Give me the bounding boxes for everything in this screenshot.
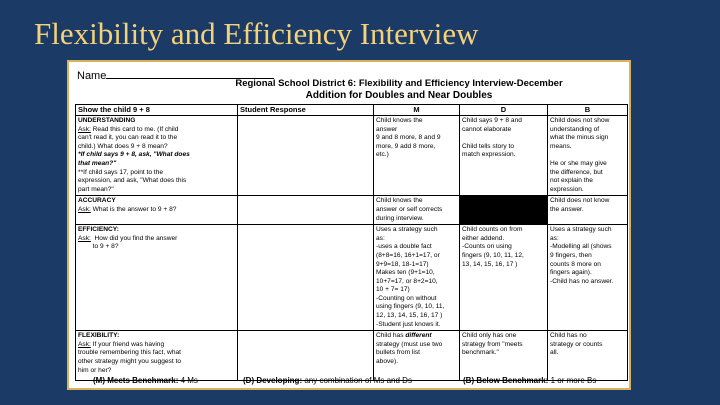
criteria-line: -Child has no answer. bbox=[550, 277, 614, 285]
meets-cell bbox=[374, 331, 460, 381]
table-row bbox=[76, 196, 628, 225]
question-text: child.) What does 9 + 8 mean? bbox=[78, 142, 168, 150]
below-cell bbox=[548, 196, 628, 225]
blacked-out-cell bbox=[460, 196, 548, 225]
question-text: to 9 + 8? bbox=[78, 243, 119, 251]
meets-cell bbox=[374, 225, 460, 331]
criteria-line: means. bbox=[550, 142, 572, 150]
followup-text: expression, and ask, "What does this bbox=[78, 177, 187, 185]
question-text: can't read it, you can read it to the bbox=[78, 134, 178, 142]
criteria-line: 10 + 7= 17) bbox=[376, 286, 410, 294]
criteria-line: answer bbox=[376, 125, 398, 133]
criteria-line: Child knows the bbox=[376, 197, 423, 205]
criteria-line: Child has no bbox=[550, 332, 587, 340]
below-benchmark-value: 1 or more Bs bbox=[550, 376, 597, 385]
criteria-line: expression. bbox=[550, 185, 584, 193]
criteria-line: counts 8 more on bbox=[550, 260, 601, 268]
criteria-line: not explain the bbox=[550, 177, 593, 185]
criteria-line: benchmark." bbox=[462, 349, 499, 357]
student-response-cell[interactable] bbox=[238, 225, 374, 331]
criteria-line: Child tells story to bbox=[462, 142, 515, 150]
criteria-line: fingers again). bbox=[550, 269, 592, 277]
column-header: D bbox=[460, 105, 548, 116]
criteria-line bbox=[462, 134, 545, 143]
criteria-line: using fingers (9, 10, 11, bbox=[376, 303, 445, 311]
criteria-line: Makes ten (9+1=10, bbox=[376, 269, 435, 277]
criteria-line: either addend. bbox=[462, 234, 505, 242]
criteria-line: fingers (9, 10, 11, 12, bbox=[462, 251, 524, 259]
criteria-line: 10+7=17, or 8+2=10, bbox=[376, 277, 438, 285]
column-header: M bbox=[374, 105, 460, 116]
developing-cell bbox=[460, 116, 548, 196]
question-text: If your friend was having bbox=[90, 340, 165, 348]
ask-label: Ask: bbox=[78, 234, 91, 242]
followup-text: **If child says 17, point to the bbox=[78, 168, 164, 176]
criteria-line: -Student just knows it. bbox=[376, 320, 441, 328]
prompt-cell bbox=[76, 196, 238, 225]
rubric-table bbox=[75, 104, 628, 381]
question-text: Read this card to me. (If child bbox=[90, 125, 179, 133]
prompt-cell bbox=[76, 116, 238, 196]
criteria-line: -uses a double fact bbox=[376, 243, 432, 251]
criteria-line: etc.) bbox=[376, 151, 389, 159]
ask-label: Ask: bbox=[78, 125, 91, 133]
criteria-line: cannot elaborate bbox=[462, 125, 512, 133]
criteria-line: 13, 14, 15, 16, 17 ) bbox=[462, 260, 518, 268]
criteria-line: Child does not know bbox=[550, 197, 610, 205]
criteria-line: strategy or counts bbox=[550, 340, 603, 348]
criteria-line: above). bbox=[376, 358, 398, 366]
name-label: Name bbox=[77, 70, 107, 82]
prompt-cell bbox=[76, 331, 238, 381]
table-header-row bbox=[76, 105, 628, 116]
ask-label: Ask: bbox=[78, 205, 91, 213]
meets-cell bbox=[374, 116, 460, 196]
followup-text: *If child says 9 + 8, ask, "What does bbox=[78, 151, 190, 159]
row-heading: UNDERSTANDING bbox=[78, 117, 136, 124]
ask-label: Ask: bbox=[78, 340, 91, 348]
criteria-line: as: bbox=[376, 234, 385, 242]
criteria-line: Child counts on from bbox=[462, 226, 523, 234]
criteria-line: during interview. bbox=[376, 214, 424, 222]
below-cell bbox=[548, 225, 628, 331]
criteria-line: 9 fingers, then bbox=[550, 251, 592, 259]
criteria-line: 9 and 8 more, 8 and 9 bbox=[376, 134, 441, 142]
table-row bbox=[76, 225, 628, 331]
table-row bbox=[76, 116, 628, 196]
meets-cell bbox=[374, 196, 460, 225]
criteria-line: the answer. bbox=[550, 205, 584, 213]
criteria-line: Uses a strategy such bbox=[550, 226, 612, 234]
question-text: trouble remembering this fact, what bbox=[78, 349, 181, 357]
criteria-line: strategy from "meets bbox=[462, 340, 523, 348]
emphasis-text: different bbox=[405, 332, 432, 340]
followup-text: that mean?" bbox=[78, 159, 117, 167]
meets-benchmark-value: 4 Ms bbox=[180, 376, 198, 385]
student-response-cell[interactable] bbox=[238, 116, 374, 196]
criteria-line: Child does not show bbox=[550, 117, 610, 124]
developing-label: (D) Developing: bbox=[243, 376, 303, 385]
column-header: Show the child 9 + 8 bbox=[76, 105, 238, 116]
row-heading: ACCURACY bbox=[78, 197, 116, 205]
column-header: B bbox=[548, 105, 628, 116]
criteria-line: bullets from list bbox=[376, 349, 420, 357]
criteria-line: answer or self corrects bbox=[376, 205, 443, 213]
row-heading: EFFICIENCY: bbox=[78, 226, 119, 234]
slide-title: Flexibility and Efficiency Interview bbox=[34, 16, 479, 51]
criteria-line: He or she may give bbox=[550, 159, 607, 167]
criteria-line: Uses a strategy such bbox=[376, 226, 438, 234]
question-text: How did you find the answer bbox=[90, 234, 178, 242]
table-row bbox=[76, 331, 628, 381]
criteria-line: 9+9=18, 18-1=17) bbox=[376, 260, 429, 268]
criteria-line: -Counting on without bbox=[376, 294, 437, 302]
criteria-line bbox=[550, 151, 625, 160]
criteria-line: strategy (must use two bbox=[376, 340, 443, 348]
criteria-text: Child has bbox=[376, 332, 406, 340]
document-title: Regional School District 6: Flexibility and Efficiency Interview-December bbox=[235, 78, 563, 89]
below-cell bbox=[548, 331, 628, 381]
student-response-cell[interactable] bbox=[238, 331, 374, 381]
criteria-line: understanding of bbox=[550, 125, 600, 133]
criteria-line: as: bbox=[550, 234, 559, 242]
criteria-line: what the minus sign bbox=[550, 134, 609, 142]
row-heading: FLEXIBILITY: bbox=[78, 332, 120, 340]
criteria-line: all. bbox=[550, 349, 559, 357]
followup-text: part mean?" bbox=[78, 185, 114, 193]
below-benchmark-label: (B) Below Benchmark: bbox=[463, 376, 549, 385]
criteria-line: more, 9 add 8 more, bbox=[376, 142, 436, 150]
criteria-line: Child only has one bbox=[462, 332, 517, 340]
question-text: him or her? bbox=[78, 366, 112, 374]
criteria-line: -Modelling all (shows bbox=[550, 243, 612, 251]
student-response-cell[interactable] bbox=[238, 196, 374, 225]
developing-cell bbox=[460, 331, 548, 381]
criteria-line: match expression. bbox=[462, 151, 516, 159]
document-subtitle: Addition for Doubles and Near Doubles bbox=[305, 90, 493, 101]
criteria-line: (8+8=16, 16+1=17, or bbox=[376, 251, 440, 259]
question-text: What is the answer to 9 + 8? bbox=[90, 205, 177, 213]
criteria-line: 12, 13, 14, 15, 16, 17 ) bbox=[376, 312, 443, 320]
below-cell bbox=[548, 116, 628, 196]
criteria-line: the difference, but bbox=[550, 168, 603, 176]
criteria-line: Child says 9 + 8 and bbox=[462, 117, 522, 124]
interview-document bbox=[67, 60, 631, 390]
criteria-line: Child knows the bbox=[376, 117, 423, 124]
developing-cell bbox=[460, 225, 548, 331]
criteria-line: -Counts on using bbox=[462, 243, 512, 251]
meets-benchmark-label: (M) Meets Benchmark: bbox=[93, 376, 179, 385]
question-text: other strategy might you suggest to bbox=[78, 358, 181, 366]
prompt-cell bbox=[76, 225, 238, 331]
column-header: Student Response bbox=[238, 105, 374, 116]
developing-value: any combination of Ms and Ds bbox=[304, 376, 412, 385]
